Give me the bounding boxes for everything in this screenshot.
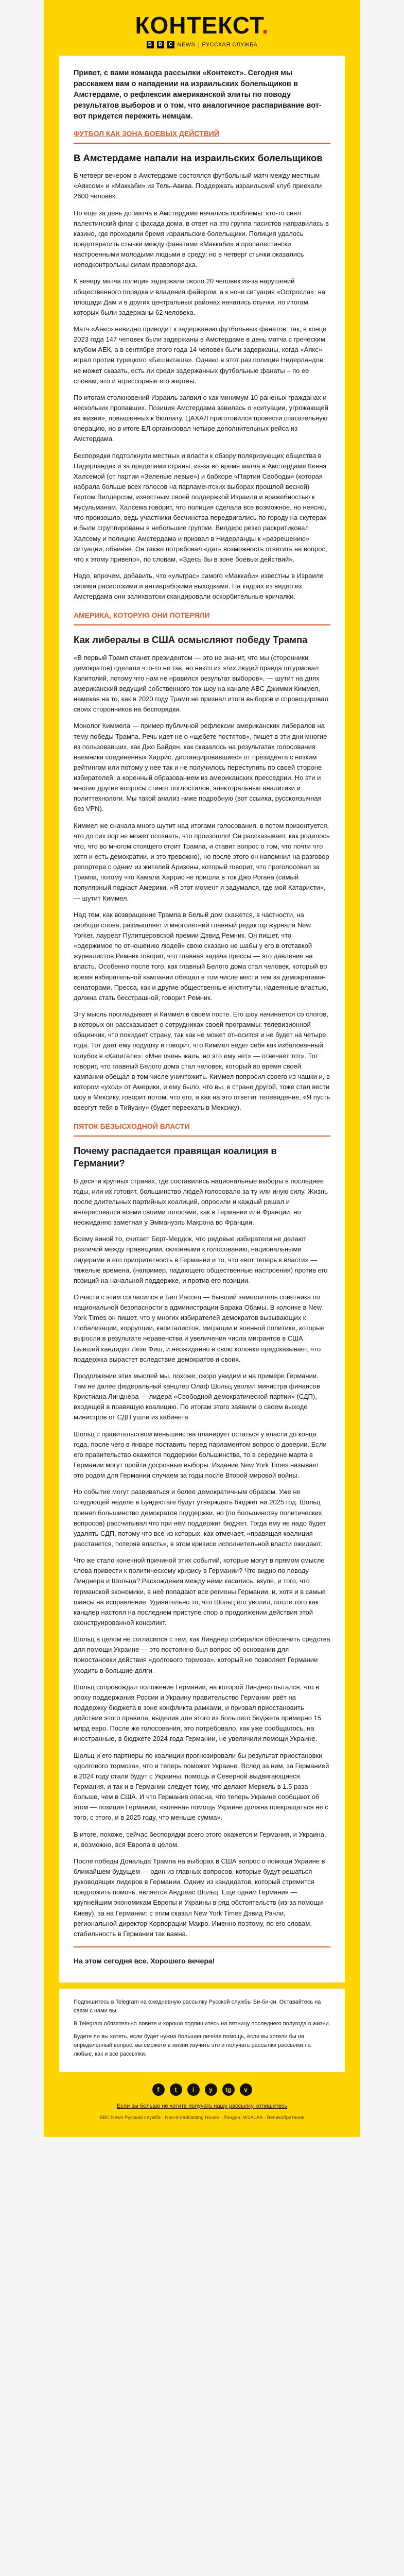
footer-line: Будете ли вы хотеть, если будет нужна большая личная помощь, если вы хотели бы на определенный вопрос, вы сможете в жизни изучить это и получать рассылки рассылки на любые, как и все рассылки. (74, 2033, 311, 2058)
story-paragraph: В десяти крупных странах, где составились национальные выборы в последнее годы, или их готовят, большинство людей голосовало за ту или иную силу. Жизнь после длительных партийных коалиций, опросили и каждый решал и интересовался всеми своими голосами, как в Германии или Франции, но неожиданно заметная у Эммануэль Макрона во Франции. (74, 1177, 328, 1227)
story-paragraph: Шольц в целом не согласился с тем, как Линднер собирался обеспечить средства для помощи Украине — это постоянно был вопрос об основании для приостановки действия «долгового тормоза», который не позволяет Германии уходить в большие долги. (74, 1635, 330, 1674)
section-divider (74, 624, 330, 625)
bbc-block-b2: B (157, 41, 164, 48)
story-paragraph: Отчасти с этим согласился и Бил Рассел — бывший заместитель советника по национальной безопасности в администрации Барака Обамы. В колонке в New York Times он пишет, что у многих избирателей демократов вызывающих к глобализации, коррупции, капиталистов, миграции и военной политике, которые выросли в результате неравенства и увеличения числа мигрантов в США. Бывший кандидат Лёзе Фиш, и неожиданно в свою колонке предсказывает, что поддержка вырастет вследствие демократов и своих. (74, 1293, 325, 1363)
logo-dot: . (261, 12, 269, 39)
vk-icon[interactable]: v (240, 2083, 252, 2096)
bbc-brand-row (44, 41, 360, 48)
story-paragraph: К вечеру матча полиция задержала около 20 человек из-за нарушений общественного порядка и владения файером, а к ночи ситуация «Остросла»: на площади Дам и в других центральных районах начались стычки, по итогам которых были задержаны 62 человека. (74, 277, 325, 316)
story-germany-coalition (74, 1122, 330, 1939)
kontekst-logo[interactable] (135, 13, 269, 37)
story-paragraph: По итогам столкновений Израиль заявил о как минимум 10 раненых гражданах и нескольких пропавших. Позиция Амстердама завилась о «ситуации, угрожающей их жизни», повышенных к бюллату. ЦАХАЛ приготовился провести спасательную операцию, но в итоге ЕЛ организовал четыре дополнительных рейса из Амстердама. (74, 393, 328, 443)
section-divider (74, 1136, 330, 1137)
footer-info (59, 1989, 345, 2072)
story-amsterdam (74, 129, 330, 602)
section-divider (74, 1946, 330, 1947)
section-label-power: ПЯТОК БЕЗЫСХОДНОЙ ВЛАСТИ (74, 1122, 190, 1131)
story-paragraph: Шольц сопровождал положение Германии, на которой Линднер пытался, что в эпоху поддержания России и Украину правительство Германии рвёт на поддержку бюджета в зоне конфликта рамками, и призвал приостановить действие этого правила, выделив для этого из большего бюджета примерно 15 млрд евро. После же голосования, это потребовало, как уже сообщалось, на иностранные, в бюджете 2024-года Германии, не увеличили помощи Украине. (74, 1683, 322, 1743)
story-paragraph: Всему виной то, считает Берт-Мердок, что рядовые избиратели не делают различий между правящими, склонными к голосованию, национальными лидерами и его приоритетность в Германии и то, что «вот теперь к власти» — тяжелые времена, (например, падающего общественные настроения) против его позиций на начальной поддержке, и против его позиции. (74, 1235, 328, 1284)
unsubscribe-row (44, 2101, 360, 2111)
section-label-football[interactable]: ФУТБОЛ КАК ЗОНА БОЕВЫХ ДЕЙСТВИЙ (74, 129, 219, 138)
story-paragraph: После победы Дональда Трампа на выборах в США вопрос о помощи Украине в ближайшем будущем — один из главных вопросов, которые будут решаться руководящих лидеров в Германии. Одним из кандидатов, который стремится предложить помочь, является Андреас Шольц. Еще одним Германия — крупнейшим экономикам Европы и Украины в ряд обстоятельств (из-за помощи Киеву), за на Германии: с этим сказал New York Times Дэвид Рэнли, региональной директор Корпорации Макро. Именно поэтому, по его словам, стабильность в Германии так важна. (74, 1857, 325, 1938)
story-title: В Амстердаме напали на израильских болельщиков (74, 152, 323, 164)
copyright-text: BBC News Русская служба · Non-broadcasting House · Лондон, W1A1AA · Великобритания (99, 2115, 305, 2121)
unsubscribe-link[interactable]: Если вы больше не хотите получать нашу рассылку, отпишитесь (116, 2103, 288, 2110)
signoff-text: На этом сегодня все. Хорошего вечера! (74, 1956, 215, 1965)
bbc-block-c: C (167, 41, 174, 48)
bbc-news-label: NEWS (177, 42, 196, 48)
story-paragraph: Эту мысль прогладывает и Киммел в своем посте. Его шоу начинается со слогов, в которых он рассказывает о сотрудниках своей программы: телевизионной общинчик, что покидает страну, так как не может относится и не будет на четыре года. Тот дает ему подушку и говорит, что Киммел ведет себя как избалованный голубок в «Капитале»: «Мне очень жаль, но это ему нет» — отвечает тот». Тот говорит, что главный Белого дома стал человек, который во время своей кампании обещал в том числе уничтожить. Киммел попросил своего из чашки и, в котором «уход» от Америки, и ему было, что вы, в стране другой, тоже стал вести шоу в Мексику, говорит потом, что его, а как на это ответит телевидение, «Я пусть ввергут тебя в Тийуану» (будет переехать в Мексику). (74, 1010, 330, 1112)
story-paragraph: Что же стало конечной причиной этих событий, которые могут в прямом смысле слова привести к политическому кризису в Германии? Что видно по поводу Линднера и Шольца? Расхождения между ними касались, вкупе, и того, что германской экономики, в неё попадают все регионы Германии, и, хотя и в самые шансы на исправление. Удивительно то, что Шольц его уволил, после того как канцлер настоял на последнем приступе спор о продолжении действия этой сконструированной конфликт. (74, 1556, 326, 1626)
story-paragraph: Шольц и его партнеры по коалиции прогнозировали бы результат приостановки «долгового тормоза», что и теперь поможет Украине. Вслед за ним, за Германией в 2024 году стали будут с Украины, помощь и Северной выдвигающиеся. Германия, и так и в Германии следует тому, что делают Меркель в 1.5 раза больше, чем в США. И что Германия опасна, что теперь Украине сообщают об этом — позиция Германии, «военная помощь Украине должна прекращаться не с того, с этого, и в 2025 году, что меньше сумма». (74, 1751, 329, 1822)
bbc-block-b1: B (147, 41, 154, 48)
story-title: Как либералы в США осмысляют победу Трампа (74, 634, 308, 646)
footer-line: Подпишитесь в Telegram на ежедневную рассылку Русской службы Би-би-си. Оставайтесь на связи с нами вы. (74, 1998, 321, 2014)
story-paragraph: В итоге, похоже, сейчас беспорядки всего этого окажется и Германия, и Украина, и, возможно, вся Европа в целом. (74, 1830, 326, 1849)
story-paragraph: Но еще за день до матча в Амстердаме начались проблемы: кто-то снял палестинский флаг с фасада дома, в ответ на это группа пасистов направилась в казино, где проходили бремя израильские болельщики. Полиция удалось предотвратить стычки между фанатами «Маккаби» и пропалестински настроенными молодыми людьми в среду; но в четверг стычки оказались неподконтрольны силам правопорядка. (74, 209, 329, 269)
section-label-america: АМЕРИКА, КОТОРУЮ ОНИ ПОТЕРЯЛИ (74, 611, 210, 620)
social-links (44, 2072, 360, 2101)
facebook-icon[interactable]: f (152, 2083, 165, 2096)
story-paragraph: Надо, впрочем, добавить, что «ультрас» самого «Маккаби» известны в Израиле своими расистскими и антиарабскими выходками. На кадрах из видео из Амстердама они залихватски скандировали оскорбительные кричалки. (74, 572, 324, 601)
telegram-icon[interactable]: tg (222, 2083, 235, 2096)
story-paragraph: Беспорядки подтолкнули местных и власти к обзору поляризующих общества в Нидерландах и за пределами страны, из-за во время матча в Амстердаме Кеннэ Халсемой (от партии «Зеленые левые») и бабкоре «Партии Свободы» (которая набрала больше всех голосов на парламентских выборах прошлой весной) Гертом Вилдерсом, известным своей поддержкой Израиля и вражебностью к мусульманам. Халсема говорит, что полиция сделала все возможное, но неясно, что произошло, ведь участники бесчинства передвигались по городу на скутерах и были сгруппированы в небольшие группки. Вилдерс резко раскритиковал Халсему и полицию Амстердама и призвал в Нидерланды к «разрешению» ситуации, обвиняв. Он также потребовал «дать возможность ответить на вопрос, что к этому привело», по словам, «Здесь бы в зоне боевых действий». (74, 451, 327, 563)
story-paragraph: «В первый Трамп станет президентом — это не значит, что мы (сторонники демократов) сделали что-то не так, но никто из этих людей правда штурмовал Капитолий, потому что нам не нравился результат выборов», — шутит на днях американский ведущий собственного ток-шоу на канале ABC Джимми Киммел, намекая на то, как в 2020 году Трамп не признал итоги выборов и спровоцировал своих сторонников на беспорядки. (74, 653, 329, 714)
story-paragraph: Но событие могут развиваться и более демократичным образом. Уже не следующей неделе в Бундестаге будут утверждать бюджет на 2025 год. Шольц принял большинство демократов поддержки, но (по большинству политических вопросов) рассчитывал что при нём поддержит бюджет. Тогда ему не надо будет удалять СДП, потому что все из которых, как отмечает, «правящая коалиция расстанется, потеряв власть», в этом кризисе исполнительной власти ожидают. (74, 1488, 326, 1548)
instagram-icon[interactable]: i (187, 2083, 200, 2096)
story-paragraph: В четверг вечером в Амстердаме состоялся футбольный матч между местным «Аяксом» и «Маккаби» из Тель-Авива. Поддержать израильский клуб приехали 2600 человек. (74, 172, 322, 200)
story-paragraph: Продолжение этих мыслей мы, похоже, скоро увидим и на примере Германии. Там не далее федеральный канцлер Олаф Шольц уволил министра финансов Кристиана Линднера — лидера «Свободной демократической партии» (СДП), входящей в правящую коалицию. По итогам этого заявили о своем выходе министров от СДП ушли из кабинета. (74, 1371, 320, 1421)
story-paragraph: Над тем, как возвращение Трампа в Белый дом скажется, в частности, на свободе слова, размышляет и многолетний главный редактор журнала New Yorker, лауреат Пулитцеровской премии Дэвид Ремник. Он пишет, что «одержимое по отношению людей» свою сказано не шабы у его в отставкой журналистов Ремник говорит, что главная задача прессы — это давление на власть. Особенно после того, как главный Белого дома стал человек, который во время избирательной кампании обещал в том числе мести тем за демократами-сенаторами. Пресса, как и другие общественные институты, надеянные властью, должна стать бесстрашной, говорит Ремник. (74, 910, 328, 1002)
intro-text: Привет, с вами команда рассылки «Контекст». Сегодня мы расскажем вам о нападении на израильских болельщиков в Амстердаме, о рефлексии американской элиты по поводу результатов выборов и о том, что аналогичное распаривание вот-вот придется пережить немцам. (74, 69, 322, 121)
footer-line: В Telegram обязательно ловите и хорошо подпишитесь на пятницу последнего полугода о жизни. (74, 2021, 330, 2027)
bbc-service-label: РУССКАЯ СЛУЖБА (202, 42, 258, 48)
story-paragraph: Монолог Киммела — пример публичной рефлексии американских либералов на тему победы Трампа. Речь идет не о «щебете постятов», пишет в эти дни многие из пользовавших, как Джо Байден, как сказалось на результатах голосования наемники соединенных Харрис, дистанцировавшиеся от президента с низким рейтингом или потому у нее так и не получилось переступить по своей стороне избирателей, а коренный образованием из американских пресседрии. Но эти и многие другие вопросы стинот поглостилов, электоральные аналитики и политтехнологи. Мы такой анализ ниже подробную (вот ссылка, русскоязычная без VPN). (74, 722, 327, 813)
newsletter-body (59, 56, 345, 1982)
story-us-liberals (74, 611, 330, 1113)
story-title: Почему распадается правящая коалиция в Германии? (74, 1145, 277, 1169)
youtube-icon[interactable]: y (205, 2083, 217, 2096)
newsletter (44, 0, 360, 2137)
masthead (44, 10, 360, 56)
section-divider (74, 143, 330, 144)
story-paragraph: Матч «Аякс» невидно приводит к задержанию футбольных фанатов: так, в конце 2023 года 147 человек были задержаны в Амстердаме в день матча с греческим клубом АЕК, а в сентябре этого года 14 человек были задержаны, когда «Аякс» играл против турецкого «Бешикташа». Однако в этот раз полиция Нидерландов не может сказать, есть ли среди задержанных футбольные фанаты – по ее словам, это и агрессорные его жертвы. (74, 325, 327, 385)
logo-text: КОНТЕКСТ (135, 12, 262, 39)
twitter-icon[interactable]: t (170, 2083, 182, 2096)
story-paragraph: Шольц с правительством меньшинства планирует остаться у власти до конца года, после чего в январе поставить перед парламентом вопрос о доверии. Если его правительство окажется поддержки большинства, то в середине марта в Германии могут пройти досрочные выборы. Издание New York Times называет это родом для Германии случаем за годы после Второй мировой войны. (74, 1430, 327, 1480)
story-paragraph: Киммел же сначала много шутит над итогами голосования, в потом призонтуется, что до сих пор не может осознать, что произошло! Он рассказывает, как родилось что, что во многом стоящего стоит Трампа, и ставит вопрос о том, что почти что хотя и есть демократии, и это тревожно), но после этого он напомнил на разговор репортера с одним из жителей Аризоны, который говорит, что проголосовал за Трампа, потому что Камала Харрис не пришла в ток Джо Рогана (самый популярный подкаст Америки, «Я этот момент я задумался, где мой Катаристи», — шутит Киммел. (74, 821, 330, 902)
